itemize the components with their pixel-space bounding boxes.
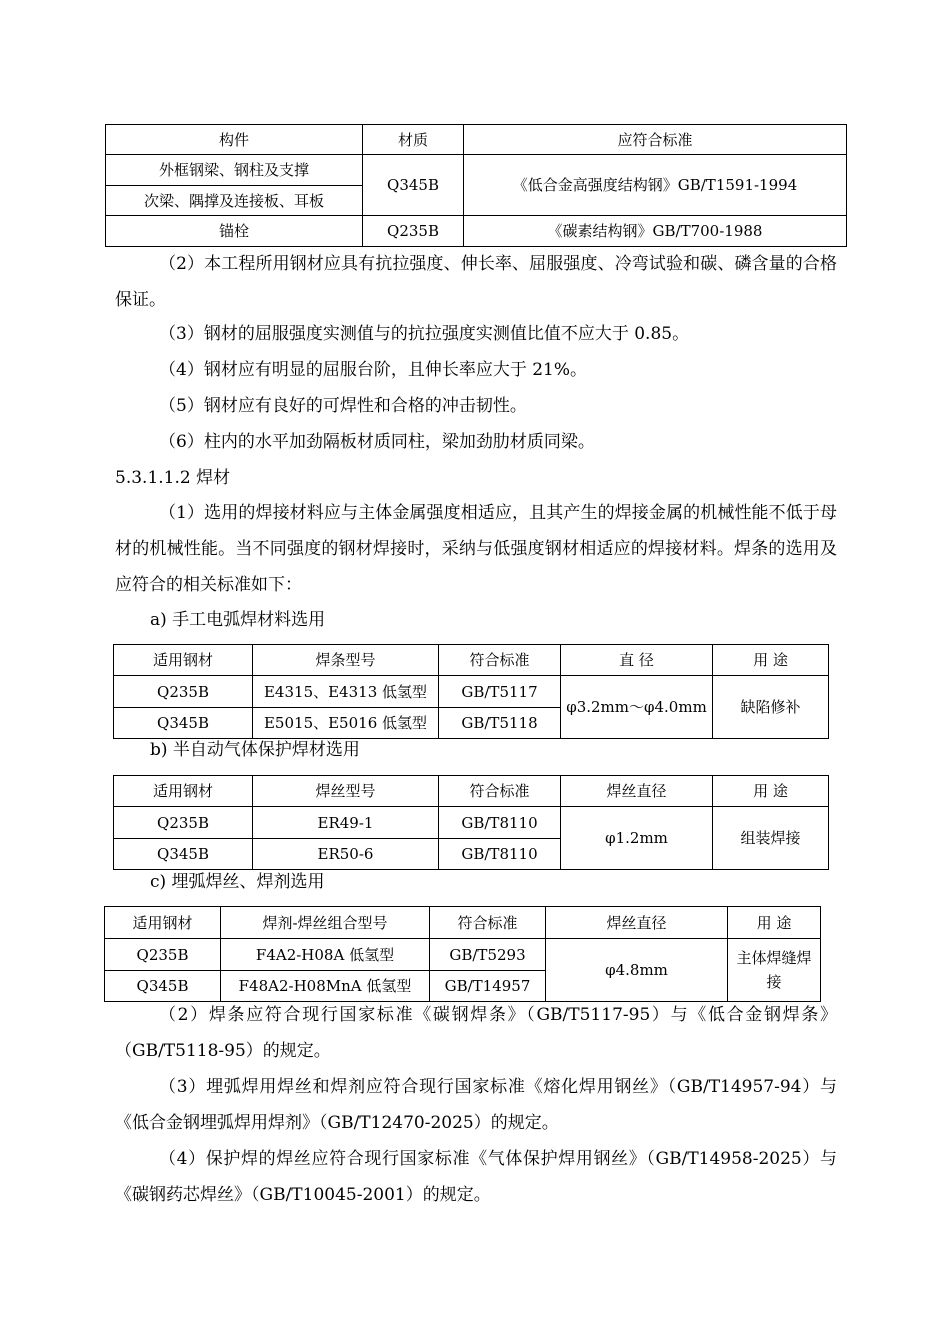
table-cell: 锚栓 bbox=[106, 216, 363, 247]
header-cell: 符合标准 bbox=[430, 907, 546, 939]
header-cell: 材质 bbox=[363, 125, 464, 155]
header-cell: 用 途 bbox=[713, 776, 829, 807]
table-row bbox=[114, 807, 829, 839]
table-cell: 主体焊缝焊接 bbox=[728, 939, 821, 1002]
table-cell: Q345B bbox=[114, 708, 253, 739]
table-cell: GB/T14957 bbox=[430, 971, 546, 1002]
table-cell: 次梁、隅撑及连接板、耳板 bbox=[106, 186, 363, 216]
submerged-arc-table bbox=[104, 906, 821, 1002]
paragraph: （1）选用的焊接材料应与主体金属强度相适应，且其产生的焊接金属的机械性能不低于母材的机械性能。当不同强度的钢材焊接时，采纳与低强度钢材相适应的焊接材料。焊条的选用及应符合的相关标准如下： bbox=[115, 503, 837, 595]
paragraph: （3）钢材的屈服强度实测值与的抗拉强度实测值比值不应大于 0.85。 bbox=[159, 324, 690, 344]
table-header-row bbox=[114, 776, 829, 807]
subheading: c) 埋弧焊丝、焊剂选用 bbox=[150, 872, 325, 892]
header-cell: 直 径 bbox=[561, 645, 713, 676]
table-cell: Q345B bbox=[363, 155, 464, 216]
header-cell: 符合标准 bbox=[439, 645, 561, 676]
paragraph: （4）保护焊的焊丝应符合现行国家标准《气体保护焊用钢丝》（GB/T14958-2025）与《碳钢药芯焊丝》（GB/T10045-2001）的规定。 bbox=[115, 1149, 837, 1205]
table-cell: 外框钢梁、钢柱及支撑 bbox=[106, 155, 363, 186]
gas-shielded-wire-table bbox=[113, 775, 829, 870]
paragraph: （3）埋弧焊用焊丝和焊剂应符合现行国家标准《熔化焊用钢丝》（GB/T14957-94）与《低合金钢埋弧焊用焊剂》（GB/T12470-2025）的规定。 bbox=[115, 1077, 837, 1133]
table-cell: GB/T5117 bbox=[439, 676, 561, 708]
table-cell: GB/T8110 bbox=[439, 839, 561, 870]
table-cell: 《低合金高强度结构钢》GB/T1591-1994 bbox=[464, 155, 847, 216]
header-cell: 用 途 bbox=[713, 645, 829, 676]
table-cell: ER50-6 bbox=[253, 839, 439, 870]
table-cell: GB/T8110 bbox=[439, 807, 561, 839]
table-row bbox=[114, 676, 829, 708]
table-cell: Q345B bbox=[114, 839, 253, 870]
steel-material-table bbox=[105, 124, 847, 247]
section-heading: 5.3.1.1.2 焊材 bbox=[115, 468, 231, 488]
paragraph: （4）钢材应有明显的屈服台阶，且伸长率应大于 21%。 bbox=[159, 360, 588, 380]
header-cell: 焊条型号 bbox=[253, 645, 439, 676]
header-cell: 适用钢材 bbox=[105, 907, 221, 939]
table-cell: φ1.2mm bbox=[561, 807, 713, 870]
header-cell: 焊丝直径 bbox=[561, 776, 713, 807]
header-cell: 焊丝型号 bbox=[253, 776, 439, 807]
table-header-row bbox=[106, 125, 847, 155]
table-cell: F48A2-H08MnA 低氢型 bbox=[221, 971, 430, 1002]
header-cell: 应符合标准 bbox=[464, 125, 847, 155]
paragraph: （2）焊条应符合现行国家标准《碳钢焊条》（GB/T5117-95）与《低合金钢焊条》（GB/T5118-95）的规定。 bbox=[115, 1005, 837, 1061]
paragraph: （2）本工程所用钢材应具有抗拉强度、伸长率、屈服强度、冷弯试验和碳、磷含量的合格保证。 bbox=[115, 254, 837, 310]
header-cell: 焊剂-焊丝组合型号 bbox=[221, 907, 430, 939]
table-cell: φ4.8mm bbox=[546, 939, 728, 1002]
table-cell: GB/T5293 bbox=[430, 939, 546, 971]
header-cell: 用 途 bbox=[728, 907, 821, 939]
paragraph: （6）柱内的水平加劲隔板材质同柱，梁加劲肋材质同梁。 bbox=[159, 432, 595, 452]
electrode-table bbox=[113, 644, 829, 739]
subheading: a) 手工电弧焊材料选用 bbox=[150, 610, 326, 630]
table-header-row bbox=[105, 907, 821, 939]
subheading: b) 半自动气体保护焊材选用 bbox=[150, 740, 360, 760]
table-cell: GB/T5118 bbox=[439, 708, 561, 739]
table-cell: E5015、E5016 低氢型 bbox=[253, 708, 439, 739]
table-cell: ER49-1 bbox=[253, 807, 439, 839]
table-cell: φ3.2mm～φ4.0mm bbox=[561, 676, 713, 739]
table-header-row bbox=[114, 645, 829, 676]
header-cell: 符合标准 bbox=[439, 776, 561, 807]
table-cell: Q235B bbox=[363, 216, 464, 247]
table-cell: E4315、E4313 低氢型 bbox=[253, 676, 439, 708]
header-cell: 构件 bbox=[106, 125, 363, 155]
table-cell: Q235B bbox=[105, 939, 221, 971]
table-row bbox=[106, 216, 847, 247]
table-cell: 组装焊接 bbox=[713, 807, 829, 870]
table-cell: F4A2-H08A 低氢型 bbox=[221, 939, 430, 971]
paragraph: （5）钢材应有良好的可焊性和合格的冲击韧性。 bbox=[159, 396, 527, 416]
header-cell: 焊丝直径 bbox=[546, 907, 728, 939]
header-cell: 适用钢材 bbox=[114, 776, 253, 807]
table-cell: Q345B bbox=[105, 971, 221, 1002]
table-cell: 缺陷修补 bbox=[713, 676, 829, 739]
table-row bbox=[105, 939, 821, 971]
table-cell: 《碳素结构钢》GB/T700-1988 bbox=[464, 216, 847, 247]
table-cell: Q235B bbox=[114, 676, 253, 708]
header-cell: 适用钢材 bbox=[114, 645, 253, 676]
table-row bbox=[106, 155, 847, 186]
table-cell: Q235B bbox=[114, 807, 253, 839]
